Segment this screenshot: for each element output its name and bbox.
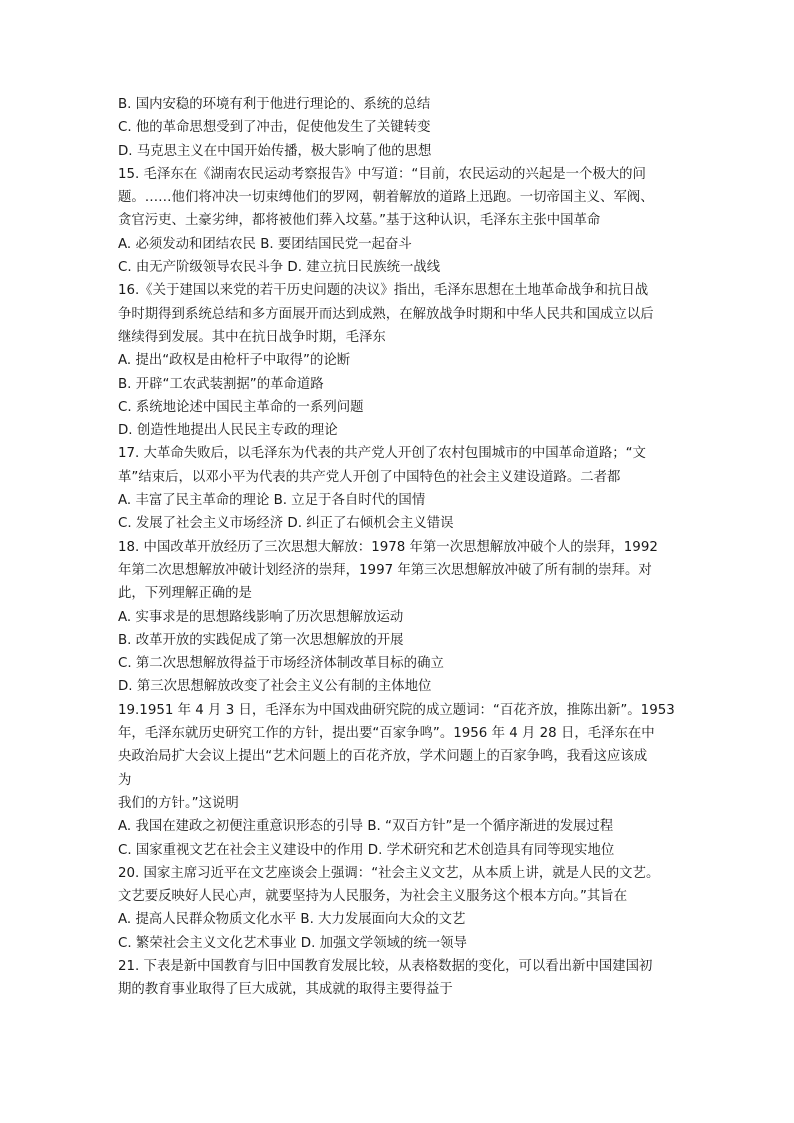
text-line: 争时期得到系统总结和多方面展开而达到成熟，在解放战争时期和中华人民共和国成立以后	[118, 306, 654, 322]
text-line: 年，毛泽东就历史研究工作的方针，提出要“百家争鸣”。1956 年 4 月 28 日，毛泽东在中	[118, 726, 655, 742]
option-line: A. 丰富了民主革命的理论 B. 立足于各自时代的国情	[118, 493, 426, 509]
document-page	[118, 93, 680, 1002]
option-line: D. 第三次思想解放改变了社会主义公有制的主体地位	[118, 679, 432, 695]
option-line: C. 系统地论述中国民主革命的一系列问题	[118, 399, 364, 415]
text-line: 继续得到发展。其中在抗日战争时期，毛泽东	[118, 329, 386, 345]
option-line: D. 创造性地提出人民民主专政的理论	[118, 423, 338, 439]
text-line: B. 国内安稳的环境有利于他进行理论的、系统的总结	[118, 97, 431, 112]
question-19-stem: 19.1951 年 4 月 3 日，毛泽东为中国戏曲研究院的成立题词：“百花齐放，推陈出新”。1953	[118, 702, 675, 718]
text-line: 为	[118, 772, 132, 788]
text-line: 贪官污吏、土豪劣绅，都将被他们葬入坟墓。”基于这种认识，毛泽东主张中国革命	[118, 213, 601, 229]
question-20-stem: 20. 国家主席习近平在文艺座谈会上强调：“社会主义文艺，从本质上讲，就是人民的文艺。	[118, 865, 660, 881]
question-21-stem: 21. 下表是新中国教育与旧中国教育发展比较，从表格数据的变化，可以看出新中国建国初	[118, 958, 653, 974]
text-line: 我们的方针。”这说明	[118, 795, 239, 811]
option-line: A. 必须发动和团结农民 B. 要团结国民党一起奋斗	[118, 236, 412, 252]
option-line: A. 提高人民群众物质文化水平 B. 大力发展面向大众的文艺	[118, 912, 466, 928]
text-line: D. 马克思主义在中国开始传播，极大影响了他的思想	[118, 143, 432, 159]
question-15-stem: 15. 毛泽东在《湖南农民运动考察报告》中写道：“目前，农民运动的兴起是一个极大的问	[118, 166, 646, 182]
option-line: B. 改革开放的实践促成了第一次思想解放的开展	[118, 632, 404, 648]
text-line: 文艺要反映好人民心声，就要坚持为人民服务，为社会主义服务这个根本方向。”其旨在	[118, 889, 628, 905]
text-line: 央政治局扩大会议上提出“艺术问题上的百花齐放，学术问题上的百家争鸣，我看这应该成	[118, 749, 648, 765]
text-line: 革”结束后，以邓小平为代表的共产党人开创了中国特色的社会主义建设道路。二者都	[118, 469, 621, 485]
text-line: 题。……他们将冲决一切束缚他们的罗网，朝着解放的道路上迅跑。一切帝国主义、军阀、	[118, 190, 654, 206]
option-line: A. 提出“政权是由枪杆子中取得”的论断	[118, 353, 351, 369]
text-line: 期的教育事业取得了巨大成就，其成就的取得主要得益于	[118, 982, 453, 998]
option-line: C. 发展了社会主义市场经济 D. 纠正了右倾机会主义错误	[118, 516, 454, 532]
option-line: A. 实事求是的思想路线影响了历次思想解放运动	[118, 609, 404, 625]
option-line: C. 繁荣社会主义文化艺术事业 D. 加强文学领域的统一领导	[118, 935, 467, 951]
option-line: A. 我国在建政之初便注重意识形态的引导 B. “双百方针”是一个循序渐进的发展过程	[118, 819, 614, 835]
question-17-stem: 17. 大革命失败后，以毛泽东为代表的共产党人开创了农村包围城市的中国革命道路；“文	[118, 446, 646, 462]
option-line: C. 由无产阶级领导农民斗争 D. 建立抗日民族统一战线	[118, 260, 441, 276]
text-line: 此，下列理解正确的是	[118, 586, 252, 602]
question-16-stem: 16.《关于建国以来党的若干历史问题的决议》指出，毛泽东思想在土地革命战争和抗日战	[118, 283, 649, 299]
option-line: C. 国家重视文艺在社会主义建设中的作用 D. 学术研究和艺术创造具有同等现实地位	[118, 842, 615, 858]
text-line: C. 他的革命思想受到了冲击，促使他发生了关键转变	[118, 120, 431, 136]
option-line: C. 第二次思想解放得益于市场经济体制改革目标的确立	[118, 656, 444, 672]
question-18-stem: 18. 中国改革开放经历了三次思想大解放：1978 年第一次思想解放冲破个人的崇拜，1992	[118, 539, 658, 555]
text-line: 年第二次思想解放冲破计划经济的崇拜，1997 年第三次思想解放冲破了所有制的崇拜。对	[118, 562, 652, 578]
option-line: B. 开辟“工农武装割据”的革命道路	[118, 376, 324, 392]
